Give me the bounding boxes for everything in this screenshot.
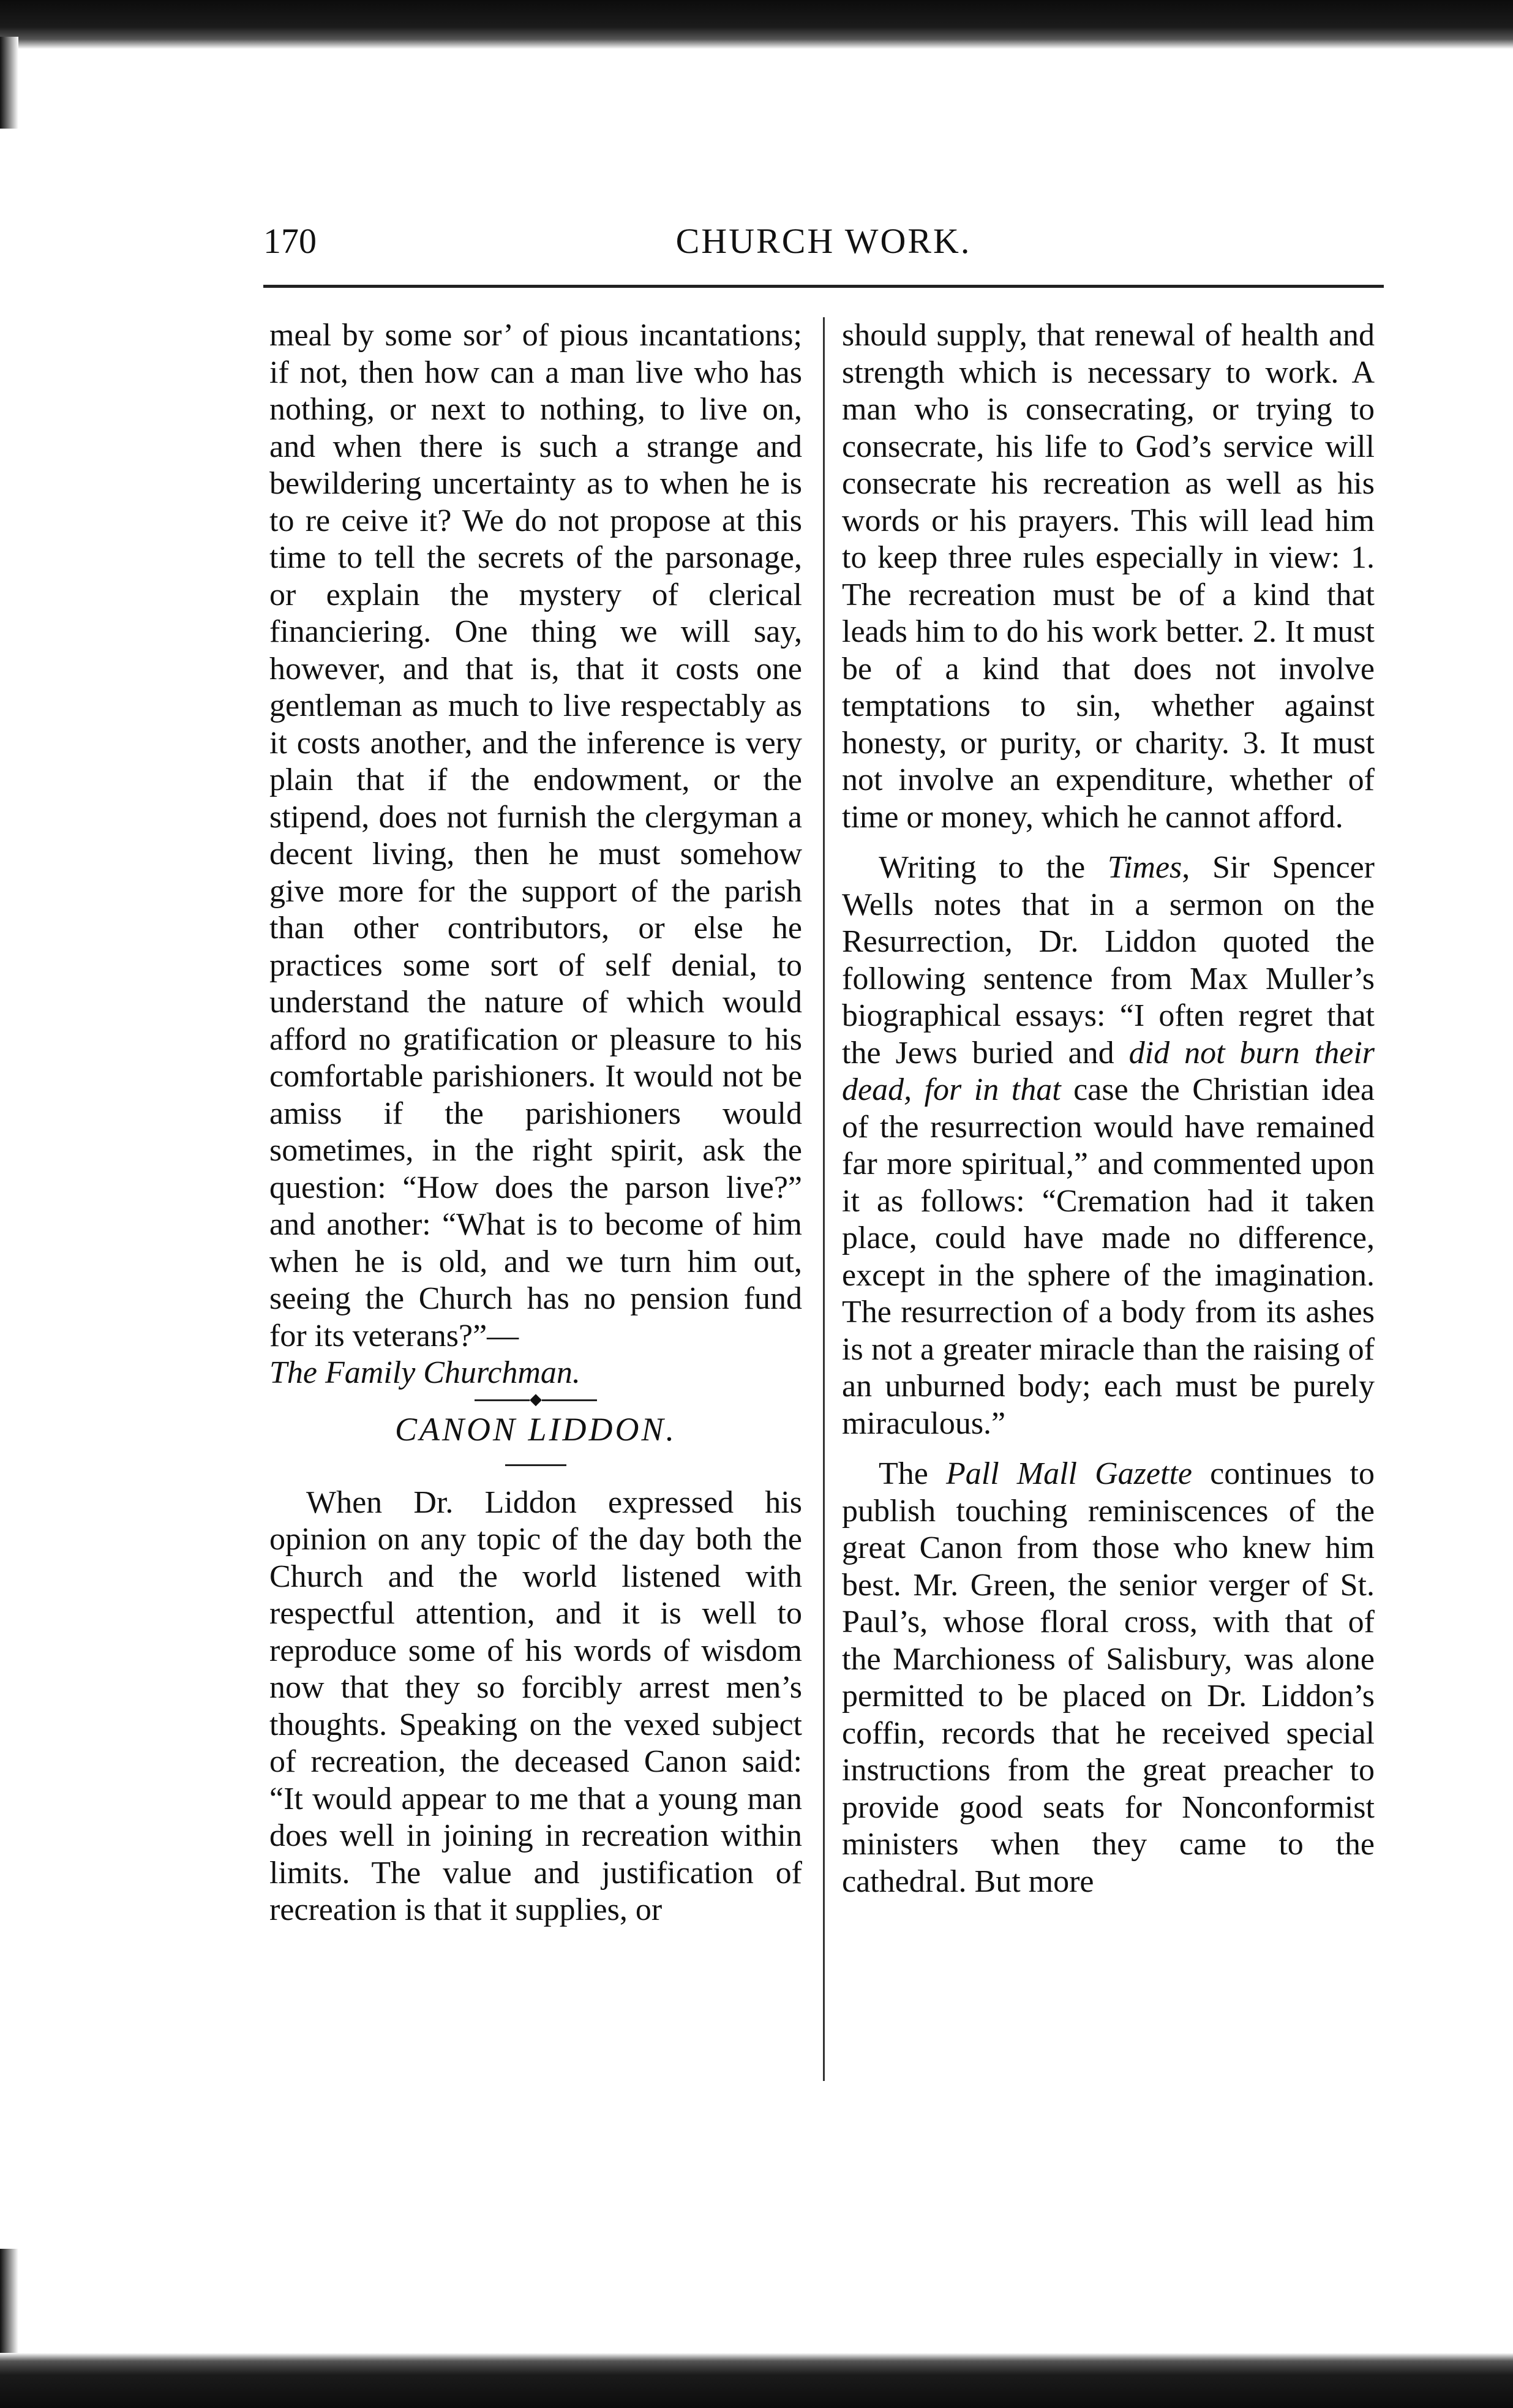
scan-left-edge-top	[0, 37, 18, 129]
section-rule	[505, 1464, 566, 1466]
header-rule	[263, 285, 1384, 288]
signature: The Family Churchman.	[269, 1355, 580, 1390]
right-paragraph-3	[842, 1456, 1375, 1900]
left-paragraph-1: meal by some sor’ of pious incantations; if not, then how can a man live who has nothing, or next to nothing, to live on, and when there is such a strange and bewildering uncertainty as to when he is to re ceive it? We do not propose at this time to tell the secrets of the parsonage, or explain the mystery of clerical financiering. One thing we will say, however, and that is, that it costs one gentleman as much to live respectably as it costs another, and the inference is very plain that if the endowment, or the stipend, does not furnish the clergyman a decent living, then he must somehow give more for the support of the parish than other contributors, or else he practices some sort of self denial, to understand the nature of which would afford no gratification or pleasure to his comfortable parishioners. It would not be amiss if the parishioners would sometimes, in the right spirit, ask the question: “How does the parson live?” and another: “What is to become of him when he is old, and we turn him out, seeing the Church has no pension fund for its veterans?”—	[269, 318, 802, 1353]
page-header	[263, 220, 1384, 276]
left-paragraph-2: When Dr. Liddon expressed his opinion on any topic of the day both the Church and the world listened with respectful attention, and it is well to reproduce some of his words of wisdom now that they so forcibly arrest men’s thoughts. Speaking on the vexed subject of recreation, the deceased Canon said: “It would appear to me that a young man does well in joining in recreation within limits. The value and justification of recreation is that it supplies, or	[269, 1484, 802, 1927]
italic-run: Times	[1107, 850, 1182, 885]
left-column	[269, 317, 802, 1929]
running-title: CHURCH WORK.	[675, 221, 972, 261]
right-paragraph-1: should supply, that renewal of health and strength which is necessary to work. A man who is consecrating, or trying to consecrate, his life to God’s service will consecrate his recreation as well as his words or his prayers. This will lead him to keep three rules especially in view: 1. The recreation must be of a kind that leads him to do his work better. 2. It must be of a kind that does not involve temptations to sin, whether against honesty, or purity, or charity. 3. It must not involve an expenditure, whether of time or money, which he cannot afford.	[842, 318, 1375, 835]
right-column	[842, 317, 1375, 1900]
section-title: CANON LIDDON.	[394, 1410, 677, 1448]
scan-bottom-edge	[0, 2353, 1513, 2408]
page-number: 170	[263, 221, 317, 261]
text-run: case the Christian idea of the resurrection would have remained far more spiritual,” and commented upon it as follows: “Cremation had it taken place, could have made no difference, except in the sphere of the imagination. The resurrection of a body from its ashes is not a greater miracle than the raising of an unburned body; each must be purely miraculous.”	[842, 1072, 1375, 1441]
column-divider	[823, 317, 825, 2081]
ornament-divider: ◆	[269, 1393, 802, 1405]
text-run: , Sir Spencer Wells notes that in a sermon on the Resurrection, Dr. Liddon quoted the following sentence from Max Muller’s biographical essays: “I often regret that the Jews buried and	[842, 850, 1375, 1070]
italic-run: Pall Mall Gazette	[945, 1456, 1192, 1491]
italic-run: did not burn their dead, for in that	[842, 1035, 1375, 1107]
text-run: The	[879, 1456, 946, 1491]
scan-top-edge	[0, 0, 1513, 49]
right-paragraph-2	[842, 849, 1375, 1442]
text-run: continues to publish touching reminiscences of the great Canon from those who knew him best. Mr. Green, the senior verger of St. Paul’s, whose floral cross, with that of the Marchioness of Salisbury, was alone permitted to be placed on Dr. Liddon’s coffin, records that he received special instructions from the great preacher to provide good seats for Nonconformist ministers when they came to the cathedral. But more	[842, 1456, 1375, 1899]
text-run: Writing to the	[879, 850, 1108, 885]
